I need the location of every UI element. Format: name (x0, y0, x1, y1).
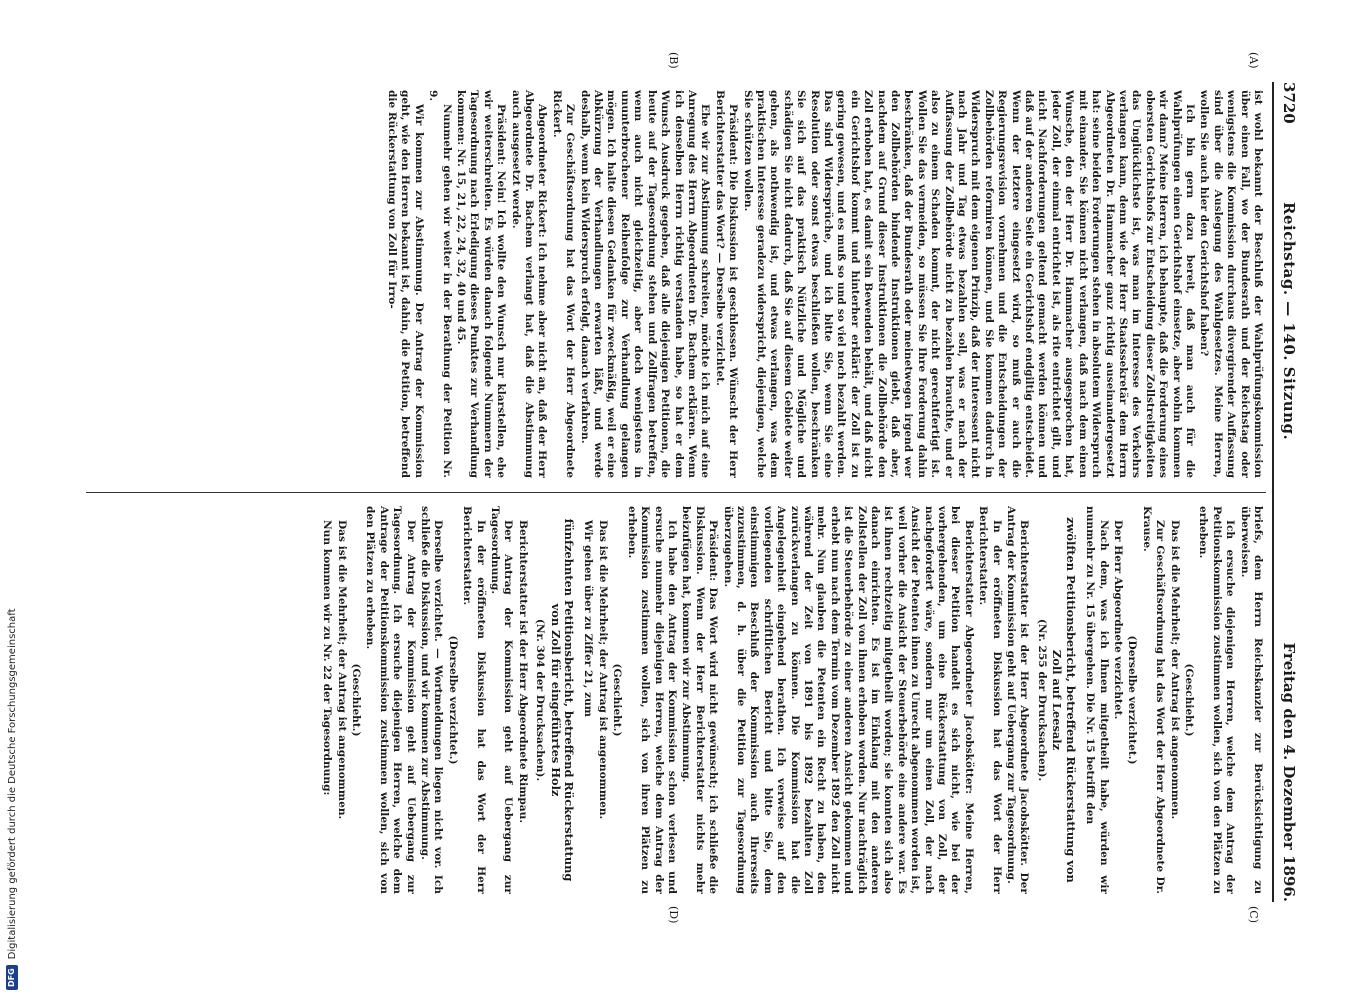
section-heading: zwölften Petitionsbericht, betreffend Rückerstattung von Zoll auf Leesalz (1050, 517, 1078, 883)
paragraph: Ich habe den Antrag der Kommission schon verlesen und ersuche nunmehr diejenigen Herren, welche dem Antrag der Kommission zustimmen wollen, sich von ihren Plätzen zu erheben. (625, 506, 678, 894)
paragraph: Der Antrag der Kommission geht auf Uebergang zur Tagesordnung. Ich ersuche diejenigen Herren, welche dem Antrage der Petitionskommission zustimmen wollen, sich von den Plätzen zu erheben. (364, 506, 417, 894)
margin-marker-d: (D) (667, 906, 680, 924)
scanned-page (70, 52, 1300, 924)
paragraph: Das ist die Mehrheit; der Antrag ist angenommen. (335, 520, 348, 820)
paragraph: Ich ersuche diejenigen Herren, welche dem Antrag der Petitionskommission zustimmen wollen, sich von den Plätzen zu erheben. (1197, 506, 1237, 894)
stage-direction: (Geschieht.) (350, 663, 362, 737)
paragraph: Präsident: Die Diskussion ist geschlossen. Wünscht der Herr Berichterstatter das Wort? — Derselbe verzichtet. (713, 90, 740, 478)
stage-direction: (Derselbe verzichtet.) (446, 635, 459, 765)
paragraph: Ich bin gern dazu bereit, daß man auch für die Wahlprüfungen einen Gerichtshof einsetze, aber wohin kommen wir dann? Meine Herren, ich behaupte, daß die Forderung eines obersten Gerichtshofs zur Entscheidung dieser Zollstreitigkeiten das Unglücklichste ist, was man im Interesse des Verkehrs verlangen kann, denn wie der Herr Staatssekretär dem Herrn Abgeordneten Dr. Hammacher ganz richtig auseinandergesetzt hat: seine beiden Forderungen stehen in absolutem Widerspruch mit einander. Sie können nicht verlangen, daß nach dem einen Wunsche, den der Herr Dr. Hammacher ausgesprochen hat, jeder Zoll, der einmal entrichtet ist, als rite entrichtet gilt, und nicht Nachforderungen geltend gemacht werden können und daß auf der anderen Seite ein Gerichtshof endgiltig entscheidet. Wenn der letztere eingesetzt wird, so muß er auch die Regierungsrevision vornehmen und die Entscheidungen der Zollbehörden reformiren können, und Sie kommen dadurch in Widerspruch mit dem eigenen Prinzip, daß der Interessent nicht nach Jahr und Tag etwas bezahlen soll, was er nach der Auffassung der Zollbehörde nicht zu bezahlen brauchte, und er also zu einem Schaden kommt, der nicht gerechtfertigt ist. Wollen Sie das vermeiden, so müssen Sie Ihre Forderung dahin beschränken, daß der Bundesrath oder meinetwegen irgend wer den Zollbehörden bindende Instruktionen giebt, daß aber, nachdem auf Grund dieser Instruktionen die Zollbehörde den Zoll erhoben hat, es damit sein Bewenden behält, und daß nicht ein Gerichtshof kommt und hinterher erklärt: der Zoll ist zu gering gewesen, und es muß so und so viel noch bezahlt werden. Das sind Widersprüche, und ich bitte Sie, wenn Sie eine Resolution oder sonst etwas beschließen wollen, beschränken Sie sich auf das praktisch Nützliche und Mögliche und schädigen Sie nicht dadurch, daß Sie auf diesem Gebiete weiter gehen, als nothwendig ist, und etwas verlangen, was dem praktischen Interesse geradezu widerspricht, diejenigen, welche Sie schützen wollen. (741, 90, 1196, 478)
margin-marker-a: (A) (1247, 52, 1260, 69)
page-header (1278, 82, 1300, 902)
left-column (94, 90, 1264, 478)
paragraph: Das ist die Mehrheit; der Antrag ist angenommen. (1168, 520, 1181, 820)
paragraph: Berichterstatter ist der Herr Abgeordnete Jacobskötter. Der Antrag der Kommission geht auf Uebergang zur Tagesordnung. (1005, 506, 1031, 894)
paragraph: Abgeordneter Rickert: Ich nehme aber nicht an, daß der Herr Abgeordnete Dr. Bachem verlangt hat, daß die Abstimmung auch ausgesetzt werde. (509, 90, 549, 478)
paragraph: Wir kommen zur Abstimmung. Der Antrag der Kommission geht, wie den Herren bekannt ist, dahin, die Petition, betreffend die Rückerstattung von Zoll für Irro- (386, 90, 425, 478)
paragraph: Berichterstatter ist der Herr Abgeordnete Rimpau. (516, 520, 529, 824)
margin-marker-b: (B) (667, 52, 680, 69)
running-title: Reichstag. — 140. Sitzung. (1280, 202, 1298, 441)
dfg-logo: DFG (6, 965, 18, 990)
header-rule (1272, 82, 1274, 902)
paragraph: Zur Geschäftsordnung hat das Wort der Herr Abgeordnete Rickert. (550, 90, 577, 478)
stage-direction: (Geschieht.) (611, 663, 624, 737)
credit-text: Digitalisierung gefördert durch die Deutsche Forschungsgemeinschaft (6, 608, 18, 960)
header-date: Freitag den 4. Dezember 1896. (1280, 642, 1298, 902)
stage-direction: (Geschieht.) (1182, 663, 1195, 737)
paragraph: ist wohl bekannt der Beschluß der Wahlprüfungskommission über einen Fall, wo der Bundesrath und der Reichstag oder wenigstens die Kommission durchaus divergirender Auffassung sind über die Auslegung des Wahlgesetzes. Meine Herren, wollen Sie auch hier den Gerichtshof haben? (1198, 90, 1264, 478)
page-number: 3720 (1280, 82, 1298, 124)
margin-marker-c: (C) (1247, 906, 1260, 923)
paragraph: Zur Geschäftsordnung hat das Wort der Herr Abgeordnete Dr. Krause. (1140, 506, 1167, 894)
paragraph: (Nr. 304 der Drucksachen). (534, 618, 547, 782)
paragraph: Präsident: Das Wort wird nicht gewünscht; ich schließe die Diskussion. Wenn der Herr Berichterstatter nichts mehr beizufügen hat, kommen wir zur Abstimmung. (680, 506, 720, 894)
stage-direction: (Derselbe verzichtet.) (1126, 635, 1139, 765)
paragraph: In der eröffneten Diskussion hat das Wort der Herr Berichterstatter. (977, 506, 1003, 894)
paragraph: Das ist die Mehrheit; der Antrag ist angenommen. (596, 520, 609, 820)
column-divider (86, 492, 1266, 493)
paragraph: Nun kommen wir zu Nr. 22 der Tagesordnung: (321, 520, 334, 796)
right-column (94, 506, 1264, 894)
paragraph: Nunmehr gehen wir weiter in der Berathung der Petition Nr. 9. (427, 90, 453, 478)
section-heading: fünfzehnten Petitionsbericht, betreffend Rückerstattung von Zoll für eingeführtes Holz (548, 518, 577, 882)
paragraph: Präsident: Nein! Ich wollte den Wunsch nur klarstellen, ehe wir weiterschreiten. Es würden danach folgende Nummern der Tagesordnung nach Erledigung dieses Punktes zur Verhandlung kommen: Nr. 15, 21, 22, 24, 32, 40 und 45. (455, 90, 508, 478)
paragraph: Der Antrag der Kommission geht auf Uebergang zur Tagesordnung. (489, 506, 515, 894)
paragraph: Derselbe verzichtet. — Wortmeldungen liegen nicht vor. Ich schließe die Diskussion, und wir kommen zur Abstimmung. (419, 506, 445, 894)
paragraph: Nach dem, was ich Ihnen mitgetheilt habe, würden wir nunmehr zu Nr. 15 übergehen. Die Nr. 15 betrifft den (1084, 506, 1110, 894)
paragraph: briefs, dem Herrn Reichskanzler zur Berücksichtigung zu überweisen. (1238, 506, 1264, 894)
paragraph: In der eröffneten Diskussion hat das Wort der Herr Berichterstatter. (461, 506, 487, 894)
paragraph: Ehe wir zur Abstimmung schreiten, möchte ich mich auf eine Anregung des Herrn Abgeordneten Dr. Bachem erklären. Wenn ich denselben Herrn richtig verstanden habe, so hat er dem Wunsch Ausdruck gegeben, daß alle diejenigen Petitionen, die heute auf der Tagesordnung stehen und Zollfragen betreffen, wenn auch nicht gleichzeitig, aber doch wenigstens in ununterbrochener Reihenfolge zur Verhandlung gelangen mögen. Ich halte diesen Gedanken für zweckmäßig, weil er eine Abkürzung der Verhandlungen erwarten läßt, und werde deshalb, wenn kein Widerspruch erfolgt, danach verfahren. (578, 90, 712, 478)
paragraph: Wir gehen über zu Ziffer 21, zum (582, 520, 595, 718)
paragraph: Berichterstatter Abgeordneter Jacobskötter: Meine Herren, bei dieser Petition handelt es sich nicht, wie bei der vorhergehenden, um eine Rückerstattung von Zoll, der nachgefordert wäre, sondern nur um einen Zoll, der nach Ansicht der Petenten ihnen zu Unrecht abgenommen worden ist, weil vorher die Ansicht der Steuerbehörde eine andere war. Es ist ihnen rechtzeitig mitgetheilt worden; sie konnten sich also danach einrichten. Es ist im Einklang mit den anderen Zollstellen der Zoll von ihnen erhoben worden. Nur nachträglich ist die Steuerbehörde zu einer anderen Ansicht gekommen und erhebt nun nach dem Termin vom Dezember 1892 den Zoll nicht mehr. Nun glauben die Petenten ein Recht zu haben, den während der Zeit von 1891 bis 1892 bezahlten Zoll zurückverlangen zu können. Die Kommission hat die Angelegenheit eingehend berathen. Ich verweise auf den vorliegenden schriftlichen Bericht und bitte Sie, dem einstimmigen Beschluß der Kommission auch Ihrerseits zuzustimmen, d. h. über die Petition zur Tagesordnung überzugehen. (721, 506, 975, 894)
paragraph: Der Herr Abgeordnete verzichtet. (1111, 520, 1124, 720)
digitization-credit (4, 0, 20, 1000)
paragraph: (Nr. 255 der Drucksachen). (1035, 618, 1048, 782)
